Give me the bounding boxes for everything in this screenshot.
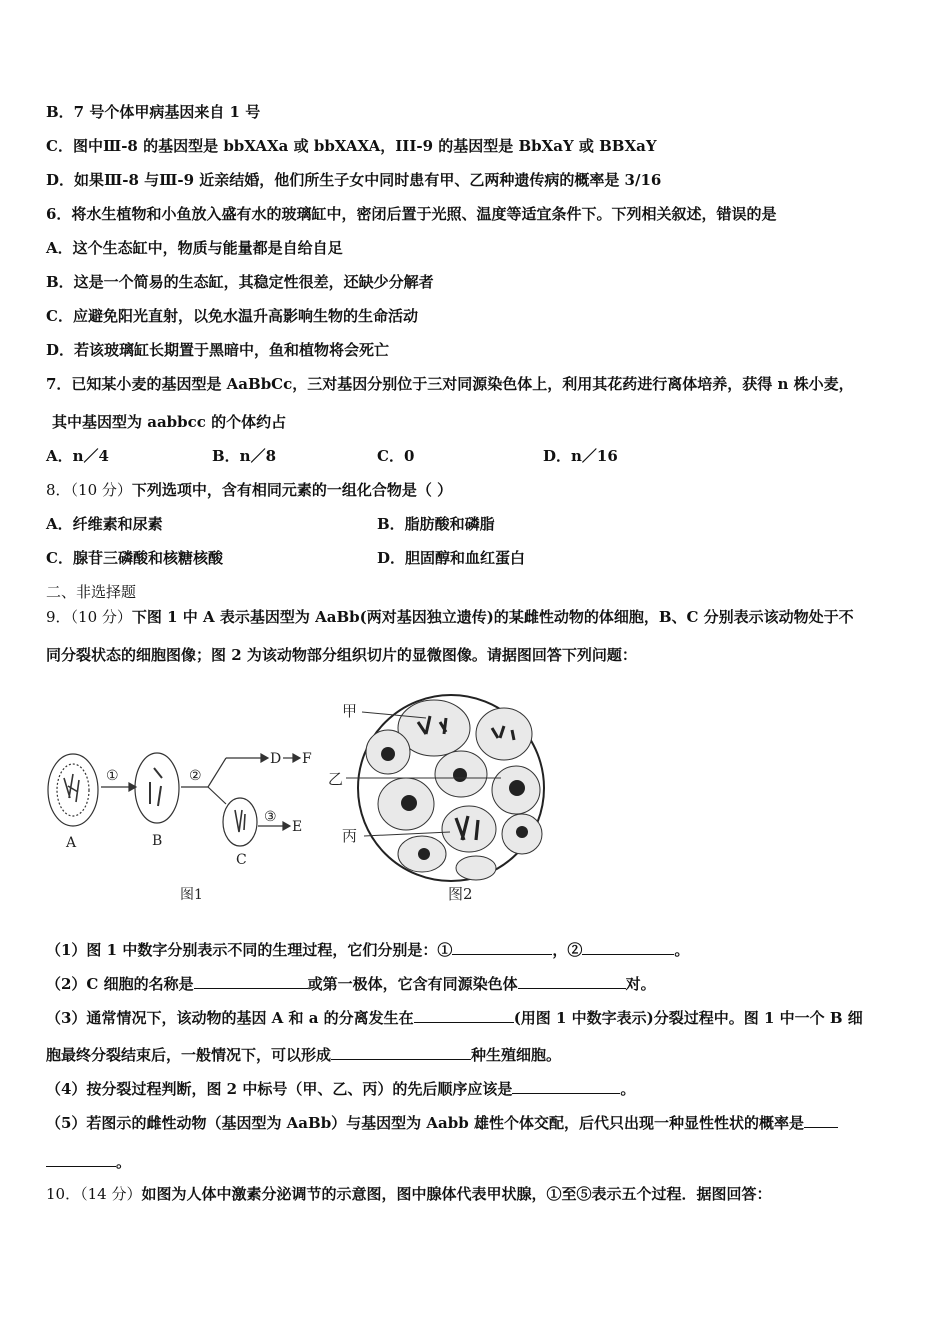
q9-number: 9．（10 分） [46, 608, 132, 626]
q9-text: 下图 1 中 A 表示基因型为 AaBb(两对基因独立遗传)的某雌性动物的体细胞，B、C 分别表示该动物处于不 [131, 608, 854, 626]
fig1-label-a: A [66, 835, 77, 851]
figure-2-micrograph [346, 695, 544, 881]
fig1-label-c: C [236, 852, 247, 868]
cell-b [135, 753, 179, 823]
answer-blank-1[interactable] [452, 938, 552, 955]
q8-stem [46, 480, 452, 500]
q6-option-b: B．这是一个简易的生态缸，其稳定性很差，还缺少分解者 [46, 273, 434, 291]
answer-blank-6[interactable] [331, 1043, 471, 1060]
q9-sub2: （2）C 细胞的名称是 或第一极体，它含有同源染色体 对。 [46, 972, 656, 994]
fig2-caption: 图2 [448, 885, 473, 903]
answer-blank-5[interactable] [414, 1006, 514, 1023]
fig2-label-yi: 乙 [328, 770, 344, 788]
fig1-step-1: ① [106, 768, 119, 784]
q6-option-a: A．这个生态缸中，物质与能量都是自给自足 [46, 239, 343, 257]
q5-option-b: B．7 号个体甲病基因来自 1 号 [46, 103, 261, 121]
answer-blank-8-cont[interactable] [46, 1150, 116, 1167]
q7-option-b: B．n／8 [212, 447, 277, 465]
q10-stem [46, 1184, 771, 1204]
q8-option-c: C．腺苷三磷酸和核糖核酸 [46, 549, 223, 567]
q9-stem-line1 [46, 607, 854, 627]
q9-sub5-cont: 。 [46, 1150, 131, 1172]
fig1-label-d: D [270, 751, 282, 767]
q9-sub1: （1）图 1 中数字分别表示不同的生理过程，它们分别是：① ，② 。 [46, 938, 689, 960]
q6-option-c: C．应避免阳光直射，以免水温升高影响生物的生命活动 [46, 307, 418, 325]
fig1-label-f: F [302, 751, 312, 767]
answer-blank-7[interactable] [512, 1077, 620, 1094]
q9-sub5: （5）若图示的雌性动物（基因型为 AaBb）与基因型为 Aabb 雄性个体交配，后代只出现一种显性性状的概率是 [46, 1111, 838, 1133]
q8-option-a: A．纤维素和尿素 [46, 515, 163, 533]
q6-stem: 6．将水生植物和小鱼放入盛有水的玻璃缸中，密闭后置于光照、温度等适宜条件下。下列相关叙述，错误的是 [46, 205, 777, 223]
q9-stem-line2: 同分裂状态的细胞图像；图 2 为该动物部分组织切片的显微图像。请据图回答下列问题： [46, 646, 637, 664]
q5-option-d: D．如果Ⅲ-8 与Ⅲ-9 近亲结婚，他们所生子女中同时患有甲、乙两种遗传病的概率是 3/16 [46, 171, 662, 189]
q5-option-c: C．图中Ⅲ-8 的基因型是 bbXAXa 或 bbXAXA，III-9 的基因型是 BbXaY 或 BBXaY [46, 137, 657, 155]
answer-blank-8[interactable] [804, 1111, 838, 1128]
q10-text: 如图为人体中激素分泌调节的示意图，图中腺体代表甲状腺，①至⑤表示五个过程．据图回答： [141, 1185, 772, 1203]
fig1-caption: 图1 [180, 887, 203, 903]
q7-stem-line2: 其中基因型为 aabbcc 的个体约占 [52, 413, 287, 431]
q6-option-d: D．若该玻璃缸长期置于黑暗中，鱼和植物将会死亡 [46, 341, 390, 359]
fig1-step-3: ③ [264, 809, 277, 825]
fig2-label-jia: 甲 [342, 702, 358, 720]
answer-blank-2[interactable] [582, 938, 674, 955]
q10-number: 10．（14 分） [46, 1185, 142, 1203]
q8-option-d: D．胆固醇和血红蛋白 [377, 549, 526, 567]
figure-1-labels [65, 751, 312, 903]
q9-sub3: （3）通常情况下，该动物的基因 A 和 a 的分离发生在 (用图 1 中数字表示)分裂过程中。图 1 中一个 B 细 [46, 1006, 863, 1028]
fig1-step-2: ② [189, 768, 202, 784]
q9-sub4: （4）按分裂过程判断，图 2 中标号（甲、乙、丙）的先后顺序应该是 。 [46, 1077, 635, 1099]
section-heading: 二、非选择题 [46, 583, 137, 601]
q7-stem-line1: 7．已知某小麦的基因型是 AaBbCc，三对基因分别位于三对同源染色体上，利用其花药进行离体培养，获得 n 株小麦， [46, 375, 854, 393]
fig2-label-bing: 丙 [342, 827, 358, 845]
q7-option-d: D．n／16 [543, 447, 618, 465]
cell-division-figure [46, 682, 546, 912]
q7-option-a: A．n／4 [46, 447, 109, 465]
fig1-label-e: E [292, 819, 303, 835]
answer-blank-3[interactable] [194, 972, 308, 989]
answer-blank-4[interactable] [518, 972, 626, 989]
figure-1 [48, 753, 303, 846]
q8-number: 8．（10 分） [46, 481, 132, 499]
q8-option-b: B．脂肪酸和磷脂 [377, 515, 495, 533]
q7-option-c: C．0 [377, 447, 415, 465]
q8-text: 下列选项中，含有相同元素的一组化合物是（ ） [131, 481, 453, 499]
cell-a [48, 754, 98, 826]
q9-sub3-cont: 胞最终分裂结束后，一般情况下，可以形成 种生殖细胞。 [46, 1043, 561, 1065]
fig1-label-b: B [152, 833, 163, 849]
